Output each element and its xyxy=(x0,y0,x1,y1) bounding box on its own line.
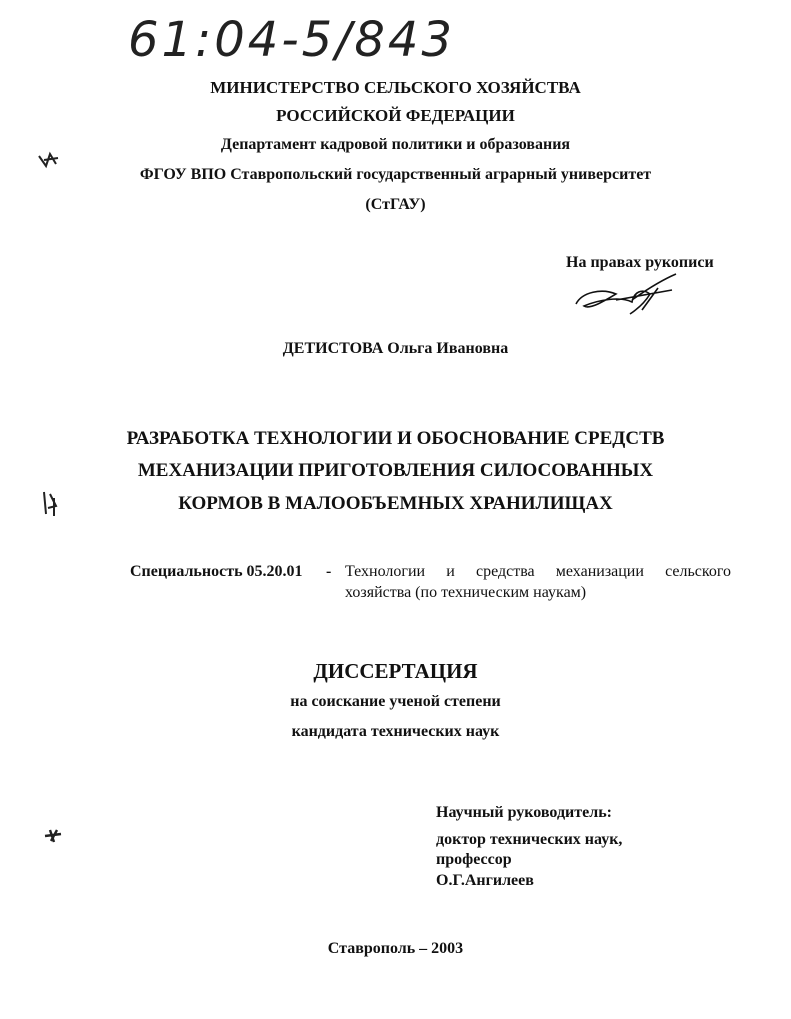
ministry-line-1: МИНИСТЕРСТВО СЕЛЬСКОГО ХОЗЯЙСТВА xyxy=(210,78,581,97)
margin-mark-1 xyxy=(36,150,62,172)
margin-mark-3 xyxy=(42,826,64,846)
supervisor-degree: доктор технических наук, xyxy=(436,831,623,848)
specialty-dash: - xyxy=(326,563,332,580)
supervisor-rank: профессор xyxy=(436,851,512,868)
degree-line-2: кандидата технических наук xyxy=(291,723,500,740)
signature xyxy=(572,270,682,322)
author-name: ДЕТИСТОВА Ольга Ивановна xyxy=(282,340,509,357)
title-line-2: МЕХАНИЗАЦИИ ПРИГОТОВЛЕНИЯ СИЛОСОВАННЫХ xyxy=(137,460,654,481)
supervisor-name: О.Г.Ангилеев xyxy=(436,872,534,889)
university-line: ФГОУ ВПО Ставропольский государственный аграрный университет xyxy=(139,166,652,183)
ministry-line-2: РОССИЙСКОЙ ФЕДЕРАЦИИ xyxy=(276,106,515,125)
specialty-label: Специальность 05.20.01 xyxy=(130,563,303,580)
supervisor-label: Научный руководитель: xyxy=(436,804,612,821)
department-line: Департамент кадровой политики и образования xyxy=(220,136,571,153)
dissertation-heading: ДИССЕРТАЦИЯ xyxy=(313,659,478,683)
city-year: Ставрополь – 2003 xyxy=(327,940,464,957)
university-abbr: (СтГАУ) xyxy=(365,196,426,213)
handwritten-catalog-number: 61:04-5/843 xyxy=(128,12,455,68)
degree-line-1: на соискание ученой степени xyxy=(290,693,501,710)
specialty-line-1: Технологии и средства механизации сельского xyxy=(345,563,731,580)
title-line-3: КОРМОВ В МАЛООБЪЕМНЫХ ХРАНИЛИЩАХ xyxy=(178,493,613,514)
title-line-1: РАЗРАБОТКА ТЕХНОЛОГИИ И ОБОСНОВАНИЕ СРЕДСТВ xyxy=(126,428,665,449)
manuscript-rights: На правах рукописи xyxy=(566,254,714,271)
specialty-line-2: хозяйства (по техническим наукам) xyxy=(345,584,587,601)
